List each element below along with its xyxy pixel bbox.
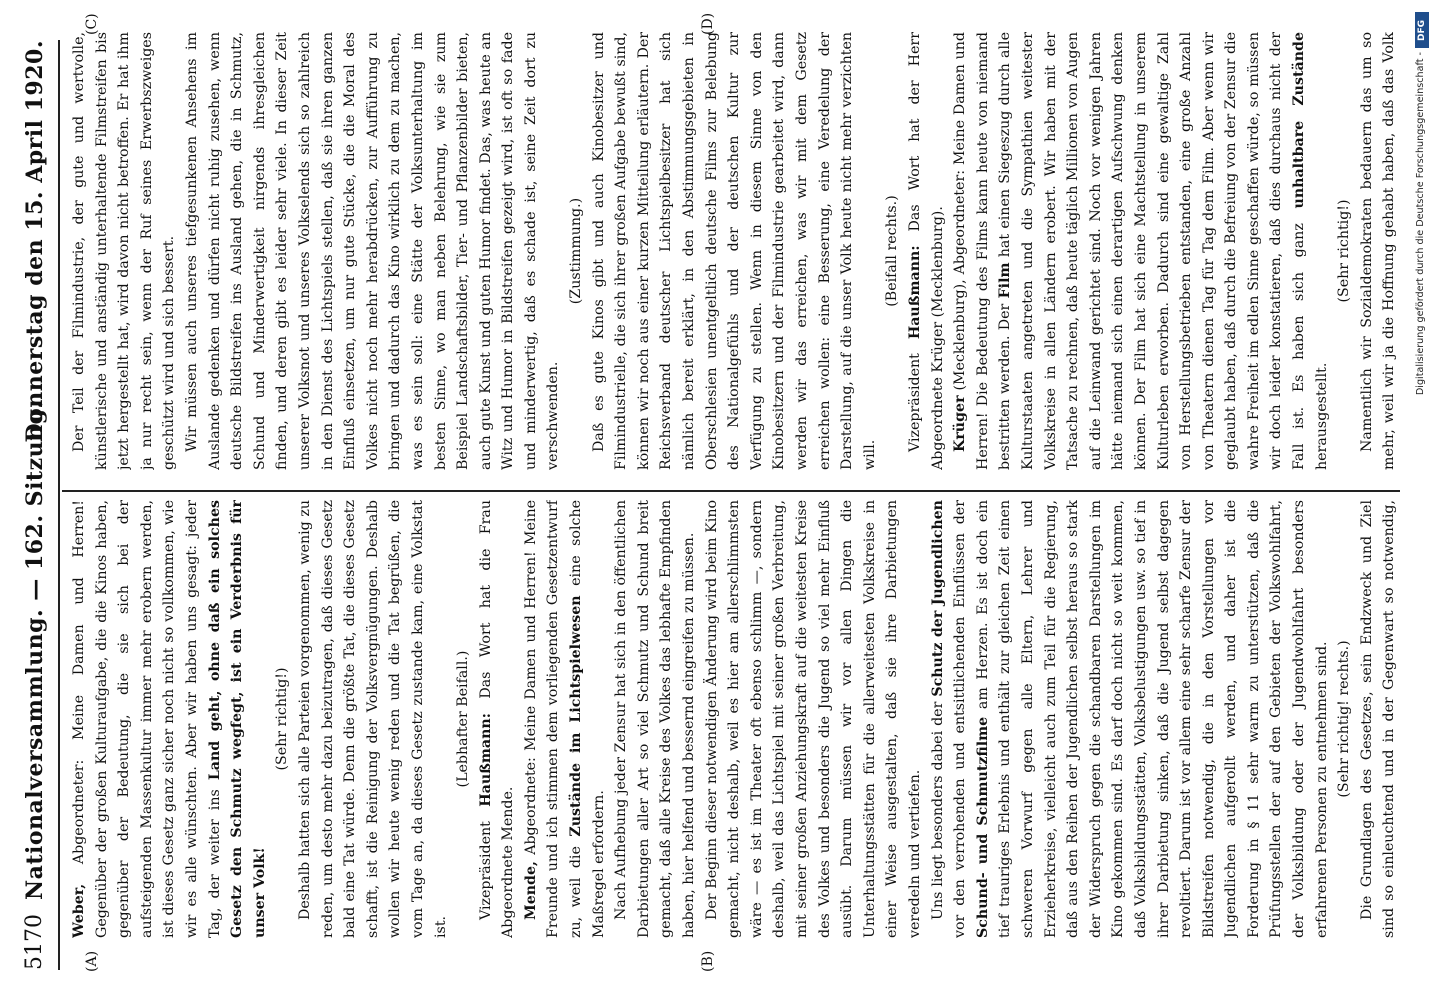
speaker-name: Mende, [522,861,539,920]
announcement-text: Das Wort hat die Frau Abgeordnete Mende. [477,500,517,938]
assembly-title: Nationalversammlung. — 162. Sitzung. [22,400,48,900]
chair-announcement [475,500,520,938]
interjection: (Sehr richtig!) [1336,199,1353,303]
chair-name: Haußmann: [477,713,494,807]
speaker-name: Krüger [952,395,969,452]
paragraph: Daß es gute Kinos gibt und auch Kinobesitzer und Filmindustrielle, die sich ihrer großen Aufgabe bewußt sind, können wir noch aus einer kurzen Mitteilung erläutern. Der Reichsverband deutscher Lichtspielbesitzer hat sich nämlich bereit erklärt, in den Abstimmungsgebieten in Oberschlesien unentgeltlich deutsche Films zur Belebung des Nationalgefühls und der deutschen Kultur zur Verfügung zu stellen. Wenn in diesem Sinne von den Kinobesitzern und der Filmindustrie gearbeitet wird, dann werden wir das erreichen, was wir mit dem Gesetz erreichen wollen: eine Besserung, eine Veredelung der Darstellung, auf die unser Volk heute nicht mehr verzichten will. [590,32,878,470]
margin-marker-d: (D) [700,12,716,35]
speaker-role: (Mecklenburg), Abgeordneter: [952,169,969,391]
paragraph-text: vor den verrohenden und entsittlichenden Einflüssen der [952,500,969,938]
paragraph [1356,32,1400,470]
speech-mende [520,500,610,938]
paragraph: Nach Aufhebung jeder Zensur hat sich in den öffentlichen Darbietungen aller Art so viel Schmutz und Schund breit gemacht, daß alle Kreise des Volkes das lebhafte Empfinden haben, hier helfend und bessernd eingreifen zu müssen. [613,500,698,938]
speaker-role: Abgeordnete: [522,757,539,855]
paragraph-text: eine solche Maßregel erfordern. [568,500,607,938]
paragraph: Der Beginn dieser notwendigen Änderung wird beim Kino gemacht, nicht deshalb, weil es hier am allerschlimmsten wäre — es ist im Theater oft ebenso schlimm —, sondern deshalb, weil das Lichtspiel mit seiner großen Verbreitung, mit seiner großen Anziehungskraft auf die weitesten Kreise des Volkes und besonders die Jugend so viel mehr Einfluß ausübt. Darum müssen wir vor allen Dingen die Unterhaltungsstätten für die allerweitesten Volkskreise in einer Weise ausgestalten, daß sie ihre Darbietungen veredeln und vertiefen. [703,500,923,938]
interjection: (Sehr richtig! rechts.) [1336,640,1353,798]
chair-name: Haußmann: [906,245,923,340]
speaker-name: Weber, [71,883,87,938]
paragraph: Der Teil der Filmindustrie, der gute und wertvolle, künstlerische und anständig unterhaltende Filmstreifen bis jetzt hergestellt hat, wird davon nicht betroffen. Er hat ihm ja nur recht sein, wenn der Ruf seines Erwerbszweiges geschützt wird und sich bessert. [71,32,178,470]
paragraph: Deshalb hatten sich alle Parteien vorgenommen, wenig zu reden, um desto mehr dazu beizutragen, daß dieses Gesetz bald eine Tat würde. Denn die größte Tat, die dieses Gesetz schafft, ist die Reinigung der Volksvergnügungen. Deshalb wollen wir heute wenig reden und die Tat begrüßen, die vom Tage an, da dieses Gesetz zustande kam, eine Volkstat ist. [296,500,449,938]
dfg-logo: DFG [1415,12,1429,48]
chair-announcement [904,32,949,470]
emphasis-text: Schutz der Jugendlichen [929,500,946,697]
paragraph-text: Meine Damen und Herren! Gegenüber der großen Kulturaufgabe, die die Kinos haben, gegenüber der Bedeutung, die sie sich bei der aufsteigenden Massenkultur immer mehr erobern werden, ist dieses Gesetz ganz sicher noch nicht so vollkommen, wie wir es alle wünschten. Aber wir haben uns gesagt: jeder Tag, der weiter ins [71,500,223,938]
right-column [68,32,1400,470]
emphasis-text: Schund- und Schmutzfilme [974,716,991,938]
speaker-role: Abgeordneter: [71,759,87,865]
paragraph-text: am Herzen. Es ist doch ein tief trauriges Erlebnis und enthält zur gleichen Zeit einen schweren Vorwurf gegen alle Eltern, Lehrer und Erzieherkreise, vielleicht auch zum Teil für die Regierung, daß aus den Reihen der Jugendlichen selbst heraus so stark der Widerspruch gegen die schandbaren Darstellungen im Kino gekommen sind. Es darf doch nicht so weit kommen, daß Volksbildungsstätten, Volksbelustigungen usw. so tief in ihrer Darbietung sinken, daß die Jugend selbst dagegen revoltiert. Darum ist vor allem eine sehr scharfe Zensur der Bildstreifen notwendig, die in den Vorstellungen vor Jugendlichen aufgerollt werden, und daher ist die Forderung in § 11 sehr warm zu unterstützen, daß die Prüfungsstellen der auf den Gebieten der Volkswohlfahrt, der Volksbildung oder der Jugendwohlfahrt besonders erfahrenen Personen zu entnehmen sind. [974,500,1330,938]
margin-marker-c: (C) [84,13,100,35]
paragraph-text: herausgestellt. [1313,362,1330,470]
paragraph-text: Namentlich wir Sozialdemokraten bedauern das um so mehr, weil wir ja die Hoffnung gehabt haben, daß das Volk [1358,32,1398,470]
paragraph-text: Uns liegt besonders dabei der [929,701,946,920]
speech-krueger [949,32,1333,470]
chair-title: Vizepräsident [477,821,494,920]
left-column [68,500,1400,938]
chair-title: Vizepräsident [906,353,923,452]
session-date: Donnerstag den 15. April 1920. [22,40,48,443]
announcement-text: Das Wort hat der Herr Abgeordnete Krüger (Mecklenburg). [906,32,946,470]
paragraph: Die Grundlagen des Gesetzes, sein Endzweck und Ziel sind so einleuchtend und in der Gegenwart so notwendig, [1358,500,1398,938]
paragraph: Wir müssen auch unseres tiefgesunkenen Ansehens im Auslande gedenken und dürfen nicht ruhig zusehen, wenn deutsche Bildstreifen ins Ausland gehen, die in Schmutz, Schund und Minderwertigkeit nirgends ihresgleichen finden, und deren gibt es leider sehr viele. In dieser Zeit unserer Volksnot und unseres Volkselends sich so zahlreich in den Dienst des Lichtspiels stellen, daß sie ihren ganzen Einfluß einsetzen, um nur gute Stücke, die die Moral des Volkes nicht noch mehr herabdrücken, zur Aufführung zu bringen und dadurch das Kino wirklich zu dem zu machen, was es sein soll: eine Stätte der Volksunterhaltung im besten Sinne, wo man neben Belehrung, wie sie zum Beispiel Landschaftsbilder, Tier- und Pflanzenbilder bieten, auch gute Kunst und guten Humor findet. Das, was heute an Witz und Humor in Bildstreifen gezeigt wird, ist oft so fade und minderwertig, daß es schade ist, seine Zeit dort zu verschwenden. [183,32,562,470]
page-number: 5170 [22,914,47,970]
speech-weber [68,500,271,938]
interjection: (Beifall rechts.) [884,195,901,307]
header-rule [58,40,60,970]
interjection: (Zustimmung.) [568,197,585,305]
paragraph-text: hat einen Siegeszug durch alle Kulturstaaten angetreten und die Sympathien weitester Volkskreise in allen Ländern erobert. Wir haben mit der Tatsache zu rechnen, daß heute täglich Millionen von Augen auf die Leinwand gerichtet sind. Noch vor wenigen Jahren hätte niemand sich einen derartigen Aufschwung denken können. Der Film hat sich eine Machtstellung in unserem Kulturleben erworben. Dadurch sind eine gewaltige Zahl von Herstellungsbetrieben entstanden, eine große Anzahl von Theatern dienen Tag für Tag dem Film. Aber wenn wir geglaubt haben, daß durch die Befreiung von der Zensur die wahre Freiheit im edlen Sinne geschaffen würde, so müssen wir doch leider konstatieren, daß dies durchaus nicht der Fall ist. Es haben sich ganz [997,32,1308,470]
page-header [22,40,56,970]
digitization-stamp [1412,6,1434,996]
emphasis-text: Film [997,262,1014,299]
funding-note: Digitalisierung gefördert durch die Deutsche Forschungsgemeinschaft - [1415,52,1426,396]
interjection: (Lebhafter Beifall.) [455,650,472,788]
paragraph-text: Meine Damen und Herren! Meine Freunde und ich stimmen dem vorliegenden Gesetzentwurf zu, weil die [522,500,585,938]
emphasis-text: unhaltbare Zustände [1291,32,1308,209]
paragraph [927,500,1334,938]
emphasis-text: Zustände im Lichtspielwesen [568,595,585,837]
margin-marker-b: (B) [700,950,716,972]
interjection: (Sehr richtig!) [274,667,291,771]
emphasis-text: Land geht, ohne daß ein solches Gesetz den Schmutz wegfegt, ist ein Verderbnis für unser Volk! [206,500,268,938]
margin-marker-a: (A) [84,950,100,972]
column-divider [62,490,1400,492]
paragraph-text: Meine Damen und Herren! Die Bedeutung des Films kann heute von niemand bestritten werden. Der [952,32,1014,470]
